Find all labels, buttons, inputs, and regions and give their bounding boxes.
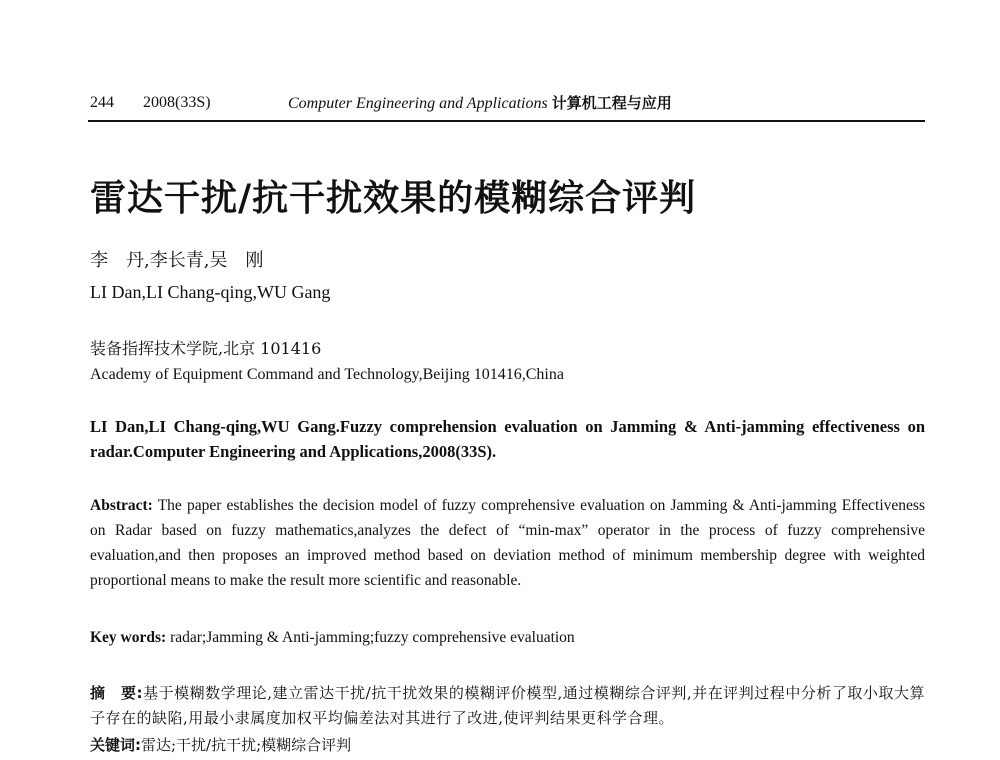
abstract-text: The paper establishes the decision model of fuzzy comprehensive evaluation on Jamming & Anti-jamming Effectiveness on Radar based on fuzzy mathematics,analyzes the defect of “min-max” operator in the process of fuzzy comprehensive evaluation,and then proposes an improved method based on deviation method of minimum membership degree with weighted proportional means to make the result more scientific and reasonable. — [90, 497, 925, 589]
abstract-cn — [90, 681, 925, 731]
paper-title: 雷达干扰/抗干扰效果的模糊综合评判 — [90, 177, 697, 219]
keywords-text: radar;Jamming & Anti-jamming;fuzzy comprehensive evaluation — [166, 629, 575, 646]
abstract-cn-text: 基于模糊数学理论,建立雷达干扰/抗干扰效果的模糊评价模型,通过模糊综合评判,并在评判过程中分析了取小取大算子存在的缺陷,用最小隶属度加权平均偏差法对其进行了改进,使评判结果更科学合理。 — [90, 684, 925, 727]
volume-issue: 2008(33S) — [143, 94, 211, 111]
abstract-cn-label: 摘 要: — [90, 684, 144, 702]
keywords-en — [90, 627, 925, 649]
abstract-label: Abstract: — [90, 497, 153, 514]
journal-name-en: Computer Engineering and Applications — [288, 95, 548, 112]
affiliation-cn: 装备指挥技术学院,北京 101416 — [90, 339, 322, 358]
keywords-cn — [90, 734, 925, 756]
keywords-cn-text: 雷达;干扰/抗干扰;模糊综合评判 — [141, 736, 352, 754]
affiliation-en: Academy of Equipment Command and Technology,Beijing 101416,China — [90, 366, 564, 383]
page-number: 244 — [90, 94, 114, 111]
journal-name — [288, 92, 672, 115]
authors-en: LI Dan,LI Chang-qing,WU Gang — [90, 282, 331, 302]
running-header — [90, 92, 925, 114]
keywords-label: Key words: — [90, 629, 167, 646]
keywords-cn-label: 关键词: — [90, 736, 141, 754]
authors-cn: 李 丹,李长青,吴 刚 — [90, 250, 264, 271]
header-rule — [88, 120, 925, 122]
citation: LI Dan,LI Chang-qing,WU Gang.Fuzzy comprehension evaluation on Jamming & Anti-jamming effectiveness on radar.Computer Engineering and Applications,2008(33S). — [90, 417, 925, 461]
abstract-en — [90, 493, 925, 593]
journal-name-cn: 计算机工程与应用 — [551, 94, 672, 112]
